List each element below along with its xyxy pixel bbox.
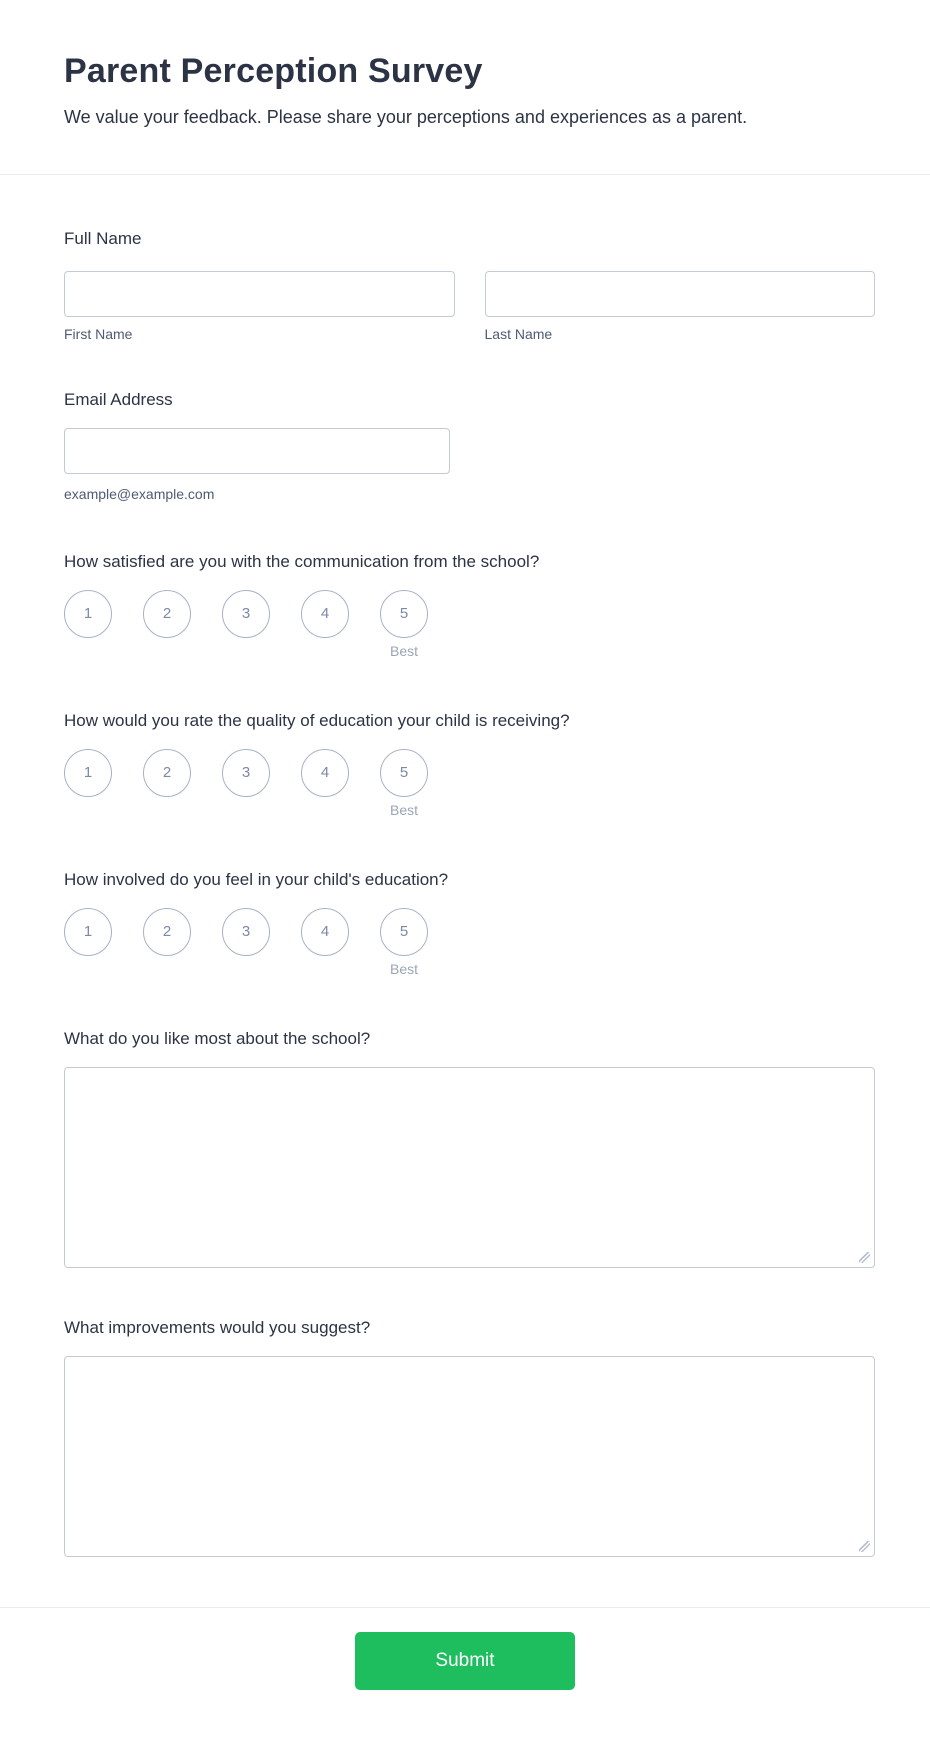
question-label: How involved do you feel in your child's education? (64, 870, 449, 889)
rating-question-involvement (64, 870, 875, 977)
scale-option (301, 590, 349, 659)
last-name-input[interactable] (485, 271, 876, 317)
rating-3-button[interactable]: 3 (222, 908, 270, 956)
rating-4-button[interactable]: 4 (301, 908, 349, 956)
question-label: What improvements would you suggest? (64, 1318, 371, 1337)
email-label: Email Address (64, 390, 173, 409)
question-label: How would you rate the quality of education your child is receiving? (64, 711, 570, 730)
best-label: Best (389, 643, 418, 659)
rating-4-button[interactable]: 4 (301, 590, 349, 638)
rating-5-button[interactable]: 5 (380, 590, 428, 638)
question-label: What do you like most about the school? (64, 1029, 371, 1048)
email-helper-text: example@example.com (64, 486, 215, 502)
question-label: How satisfied are you with the communication from the school? (64, 552, 540, 571)
rating-5-button[interactable]: 5 (380, 908, 428, 956)
scale-option (380, 590, 428, 659)
scale-option (222, 749, 270, 818)
rating-1-button[interactable]: 1 (64, 908, 112, 956)
form-subtitle: We value your feedback. Please share your perceptions and experiences as a parent. (64, 107, 748, 127)
full-name-field (64, 229, 875, 342)
footer-inner (0, 1608, 930, 1740)
last-name-column (485, 271, 876, 342)
rating-5-button[interactable]: 5 (380, 749, 428, 797)
textarea-question-improvements (64, 1318, 875, 1557)
best-label: Best (389, 961, 418, 977)
form-body (0, 175, 930, 1557)
scale-option (143, 749, 191, 818)
first-name-input[interactable] (64, 271, 455, 317)
last-name-sublabel: Last Name (484, 326, 553, 342)
scale-option (301, 749, 349, 818)
submit-button[interactable]: Submit (355, 1632, 575, 1690)
email-field (64, 390, 875, 502)
textarea-wrapper (64, 1356, 875, 1557)
rating-1-button[interactable]: 1 (64, 590, 112, 638)
rating-question-communication (64, 552, 875, 659)
rating-scale (64, 908, 875, 977)
best-label: Best (389, 802, 418, 818)
rating-1-button[interactable]: 1 (64, 749, 112, 797)
form-header (0, 0, 930, 174)
rating-3-button[interactable]: 3 (222, 749, 270, 797)
scale-option (222, 590, 270, 659)
first-name-sublabel: First Name (64, 326, 133, 342)
scale-option (143, 590, 191, 659)
rating-2-button[interactable]: 2 (143, 908, 191, 956)
full-name-label: Full Name (64, 229, 142, 248)
rating-2-button[interactable]: 2 (143, 749, 191, 797)
scale-option (380, 749, 428, 818)
scale-option (64, 908, 112, 977)
rating-question-education-quality (64, 711, 875, 818)
rating-scale (64, 590, 875, 659)
rating-4-button[interactable]: 4 (301, 749, 349, 797)
form-footer (0, 1607, 930, 1740)
textarea-wrapper (64, 1067, 875, 1268)
scale-option (64, 749, 112, 818)
scale-option (222, 908, 270, 977)
scale-option (143, 908, 191, 977)
scale-option (64, 590, 112, 659)
rating-scale (64, 749, 875, 818)
scale-option (380, 908, 428, 977)
rating-3-button[interactable]: 3 (222, 590, 270, 638)
first-name-column (64, 271, 455, 342)
like-most-textarea[interactable] (64, 1067, 875, 1268)
improvements-textarea[interactable] (64, 1356, 875, 1557)
textarea-question-like-most (64, 1029, 875, 1268)
rating-2-button[interactable]: 2 (143, 590, 191, 638)
name-row (64, 271, 875, 342)
scale-option (301, 908, 349, 977)
form-title: Parent Perception Survey (64, 52, 483, 90)
email-input[interactable] (64, 428, 450, 474)
